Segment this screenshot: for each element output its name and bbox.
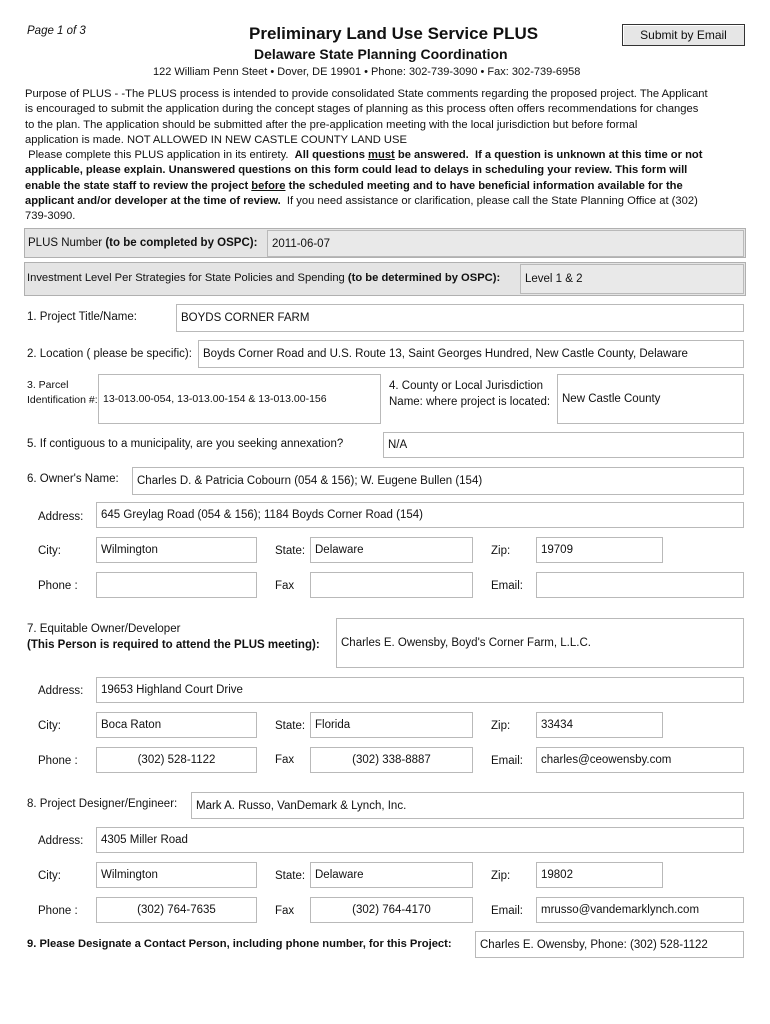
investment-level-label: Investment Level Per Strategies for State Policies and Spending (to be determined by OSPC): — [27, 272, 501, 284]
owner-phone-field[interactable] — [96, 572, 257, 598]
developer-fax-field[interactable]: (302) 338-8887 — [310, 747, 473, 773]
owner-state-field[interactable]: Delaware — [310, 537, 473, 563]
designer-label: 8. Project Designer/Engineer: — [27, 798, 178, 810]
purpose-line: to the plan. The application should be submitted after the pre-application meeting with the local jurisdiction but before formal — [25, 118, 638, 131]
designer-city-field[interactable]: Wilmington — [96, 862, 257, 888]
project-title-label: 1. Project Title/Name: — [27, 311, 137, 323]
developer-fax-label: Fax — [275, 754, 295, 766]
owner-address-label: Address: — [38, 511, 84, 523]
purpose-line: application is made. NOT ALLOWED IN NEW CASTLE COUNTY LAND USE — [25, 133, 407, 146]
developer-zip-field[interactable]: 33434 — [536, 712, 663, 738]
owner-name-field[interactable]: Charles D. & Patricia Cobourn (054 & 156); W. Eugene Bullen (154) — [132, 467, 744, 495]
owner-address-field[interactable]: 645 Greylag Road (054 & 156); 1184 Boyds Corner Road (154) — [96, 502, 744, 528]
office-address: 122 William Penn Steet • Dover, DE 19901 • Phone: 302-739-3090 • Fax: 302-739-6958 — [153, 66, 581, 78]
owner-email-label: Email: — [491, 580, 523, 592]
owner-zip-label: Zip: — [491, 545, 511, 557]
plus-number-label: PLUS Number (to be completed by OSPC): — [28, 237, 258, 249]
designer-email-field[interactable]: mrusso@vandemarklynch.com — [536, 897, 744, 923]
purpose-line: Please complete this PLUS application in its entirety. All questions must be answered. If a question is unknown at this time or not — [25, 149, 703, 162]
designer-zip-field[interactable]: 19802 — [536, 862, 663, 888]
designer-state-label: State: — [275, 870, 306, 882]
developer-state-field[interactable]: Florida — [310, 712, 473, 738]
parcel-id-label: Identification #: — [27, 394, 98, 406]
owner-fax-label: Fax — [275, 580, 295, 592]
developer-email-field[interactable]: charles@ceowensby.com — [536, 747, 744, 773]
designer-fax-field[interactable]: (302) 764-4170 — [310, 897, 473, 923]
developer-address-label: Address: — [38, 685, 84, 697]
designer-zip-label: Zip: — [491, 870, 511, 882]
contact-person-field[interactable]: Charles E. Owensby, Phone: (302) 528-1122 — [475, 931, 744, 958]
designer-fax-label: Fax — [275, 905, 295, 917]
purpose-paragraph — [25, 87, 750, 225]
designer-name-field[interactable]: Mark A. Russo, VanDemark & Lynch, Inc. — [191, 792, 744, 819]
purpose-line: 739-3090. — [25, 210, 76, 223]
purpose-line: is encouraged to submit the application during the concept stages of planning as this process often offers recommendations for changes — [25, 103, 699, 116]
contact-person-label: 9. Please Designate a Contact Person, including phone number, for this Project: — [27, 938, 452, 950]
county-field[interactable]: New Castle County — [557, 374, 744, 424]
plus-number-field[interactable]: 2011-06-07 — [267, 230, 744, 257]
purpose-line: Purpose of PLUS - -The PLUS process is intended to provide consolidated State comments regarding the proposed project. The Applicant — [25, 88, 708, 100]
owner-email-field[interactable] — [536, 572, 744, 598]
developer-label-note: (This Person is required to attend the PLUS meeting): — [27, 639, 320, 651]
annexation-label: 5. If contiguous to a municipality, are you seeking annexation? — [27, 438, 344, 450]
submit-by-email-button[interactable]: Submit by Email — [622, 24, 745, 46]
owner-city-label: City: — [38, 545, 61, 557]
owner-fax-field[interactable] — [310, 572, 473, 598]
developer-address-field[interactable]: 19653 Highland Court Drive — [96, 677, 744, 703]
county-label-2: Name: where project is located: — [389, 396, 551, 408]
project-title-field[interactable]: BOYDS CORNER FARM — [176, 304, 744, 332]
owner-phone-label: Phone : — [38, 580, 78, 592]
owner-city-field[interactable]: Wilmington — [96, 537, 257, 563]
designer-state-field[interactable]: Delaware — [310, 862, 473, 888]
investment-level-field[interactable]: Level 1 & 2 — [520, 264, 744, 294]
developer-state-label: State: — [275, 720, 306, 732]
purpose-line: applicant and/or developer at the time of review. If you need assistance or clarification, please call the State Planning Office at (302) — [25, 195, 698, 208]
county-label: 4. County or Local Jurisdiction — [389, 380, 544, 392]
owner-zip-field[interactable]: 19709 — [536, 537, 663, 563]
form-subtitle: Delaware State Planning Coordination — [254, 46, 508, 62]
location-label: 2. Location ( please be specific): — [27, 348, 192, 360]
developer-city-field[interactable]: Boca Raton — [96, 712, 257, 738]
parcel-label: 3. Parcel — [27, 379, 69, 391]
developer-phone-field[interactable]: (302) 528-1122 — [96, 747, 257, 773]
parcel-id-field[interactable]: 13-013.00-054, 13-013.00-154 & 13-013.00-156 — [98, 374, 381, 424]
purpose-line: applicable, please explain. Unanswered questions on this form could lead to delays in scheduling your review. This form will — [25, 164, 688, 177]
annexation-field[interactable]: N/A — [383, 432, 744, 458]
developer-email-label: Email: — [491, 755, 523, 767]
developer-city-label: City: — [38, 720, 61, 732]
developer-name-field[interactable]: Charles E. Owensby, Boyd's Corner Farm, L.L.C. — [336, 618, 744, 668]
designer-email-label: Email: — [491, 905, 523, 917]
owner-state-label: State: — [275, 545, 306, 557]
developer-zip-label: Zip: — [491, 720, 511, 732]
form-title: Preliminary Land Use Service PLUS — [249, 24, 539, 43]
designer-city-label: City: — [38, 870, 61, 882]
page-number: Page 1 of 3 — [27, 25, 86, 37]
designer-address-field[interactable]: 4305 Miller Road — [96, 827, 744, 853]
developer-label: 7. Equitable Owner/Developer — [27, 623, 181, 635]
developer-phone-label: Phone : — [38, 755, 78, 767]
designer-address-label: Address: — [38, 835, 84, 847]
purpose-line: enable the state staff to review the project before the scheduled meeting and to have beneficial information available for the — [25, 179, 683, 192]
designer-phone-label: Phone : — [38, 905, 78, 917]
location-field[interactable]: Boyds Corner Road and U.S. Route 13, Saint Georges Hundred, New Castle County, Delaware — [198, 340, 744, 368]
owner-name-label: 6. Owner's Name: — [27, 473, 119, 485]
designer-phone-field[interactable]: (302) 764-7635 — [96, 897, 257, 923]
